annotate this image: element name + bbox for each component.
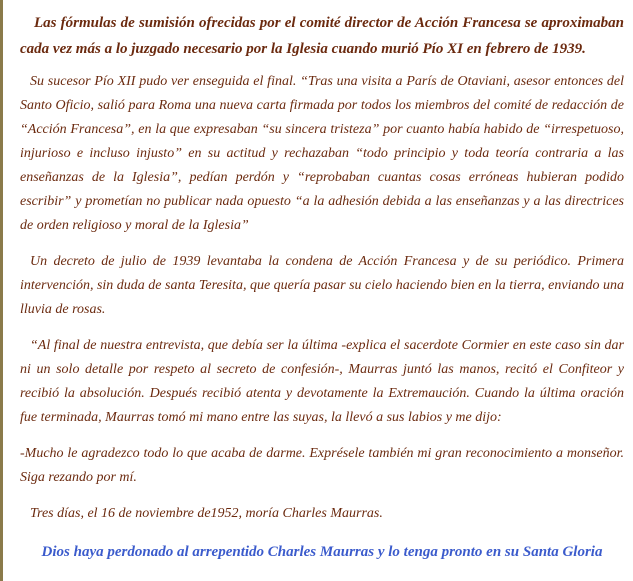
- article-paragraph: -Mucho le agradezco todo lo que acaba de darme. Exprésele también mi gran reconocimiento a monseñor. Siga rezando por mí.: [20, 446, 624, 485]
- article-heading: Las fórmulas de sumisión ofrecidas por el comité director de Acción Francesa se aproximaban cada vez más a lo juzgado necesario por la Iglesia cuando murió Pío XI en febrero de 1939.: [20, 15, 624, 57]
- closing-prayer: Dios haya perdonado al arrepentido Charles Maurras y lo tenga pronto en su Santa Gloria: [41, 544, 603, 560]
- article-paragraph: Un decreto de julio de 1939 levantaba la condena de Acción Francesa y de su periódico. Primera intervención, sin duda de santa Teresita, que quería pasar su cielo haciendo bien en la tierra, enviando una lluvia de rosas.: [20, 254, 624, 317]
- article-paragraph: Tres días, el 16 de noviembre de1952, moría Charles Maurras.: [30, 506, 383, 521]
- left-border-rule: [0, 0, 3, 581]
- article-body: [20, 10, 624, 576]
- article-paragraph: “Al final de nuestra entrevista, que debía ser la última -explica el sacerdote Cormier en este caso sin dar ni un solo detalle por respeto al secreto de confesión-, Maurras juntó las manos, recitó el Confiteor y recibió la absolución. Después recibió atenta y devotamente la Extremaución. Cuando la última oración fue terminada, Maurras tomó mi mano entre las suyas, la llevó a sus labios y me dijo:: [20, 338, 624, 425]
- article-paragraph: Su sucesor Pío XII pudo ver enseguida el final. “Tras una visita a París de Otaviani, asesor entonces del Santo Oficio, salió para Roma una nueva carta firmada por todos los miembros del comité de redacción de “Acción Francesa”, en la que expresaban “su sincera tristeza” por cuanto había habido de “irrespetuoso, injurioso e incluso injusto” en su actitud y rechazaban “todo principio y toda teoría contraria a las enseñanzas de la Iglesia”, pedían perdón y “reprobaban cuantas cosas erróneas hubieran podido escribir” y prometían no publicar nada opuesto “a la adhesión debida a las enseñanzas y a las directrices de orden religioso y moral de la Iglesia”: [20, 74, 624, 233]
